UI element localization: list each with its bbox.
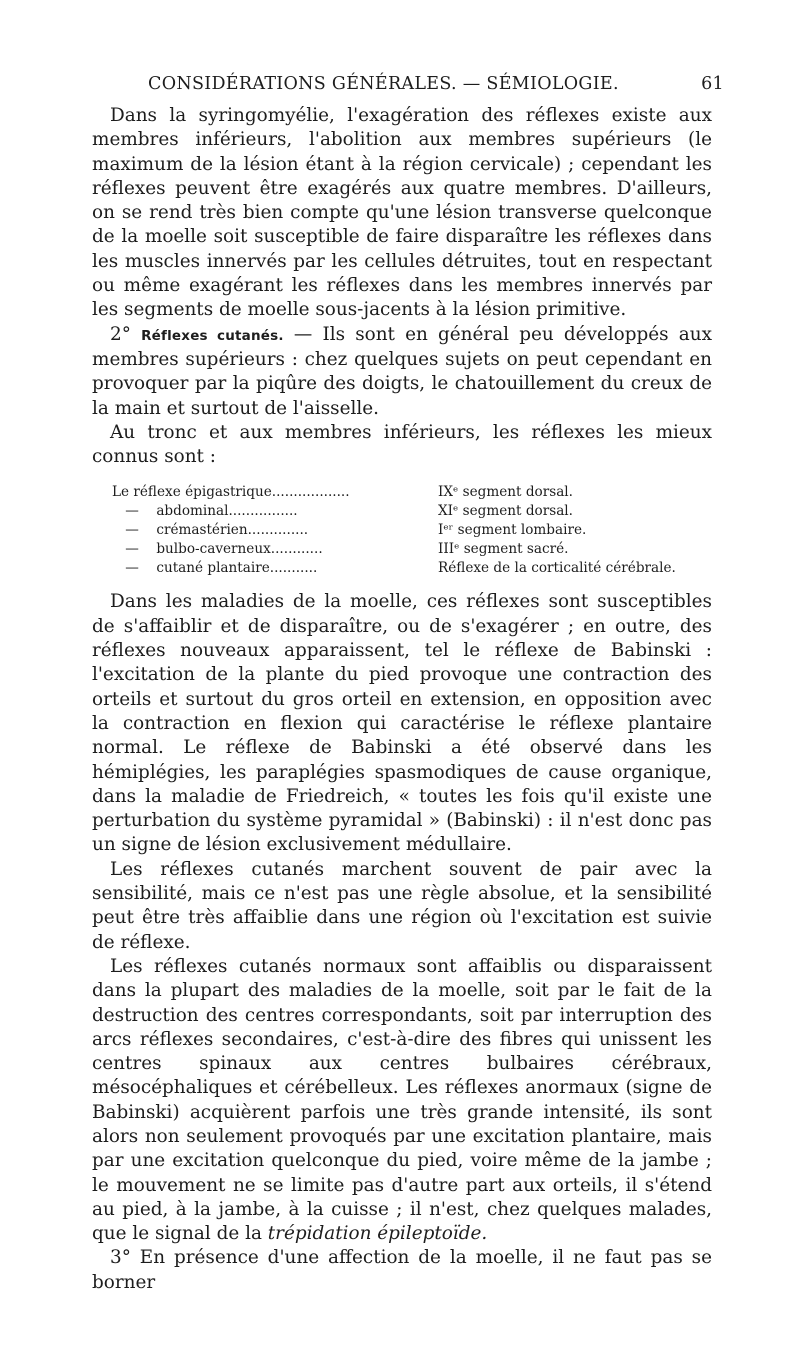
reflex-prefix: — — [125, 522, 139, 539]
paragraph-moelle-affection: 3° En présence d'une affection de la moelle, il ne faut pas se borner — [92, 1247, 712, 1293]
dot-leader: .................. — [271, 484, 350, 501]
reflex-segment: Réflexe de la corticalité cérébrale. — [438, 560, 676, 577]
reflex-row — [112, 559, 676, 578]
reflex-segment: Iᵉʳ segment lombaire. — [438, 522, 587, 539]
paragraph-trunk-reflexes: Au tronc et aux membres inférieurs, les réflexes les mieux connus sont : — [92, 421, 712, 468]
reflex-name: cutané plantaire — [156, 560, 270, 577]
reflex-segment: IIIᵉ segment sacré. — [438, 541, 569, 558]
paragraph-babinski: Dans les maladies de la moelle, ces réflexes sont susceptibles de s'affaiblir et de disparaître, ou de s'exagérer ; en outre, des réflexes nouveaux apparaissent, tel le réflexe de Babinski : l'excitation de la plante du pied provoque une contraction des orteils et surtout du gros orteil en extension, en opposition avec la contraction en flexion qui caractérise le réflexe plantaire normal. Le réflexe de Babinski a été observé dans les hémiplégies, les paraplégies spasmodiques de cause organique, dans la maladie de Friedreich, « toutes les fois qu'il existe une perturbation du système pyramidal » (Babinski) : il n'est donc pas un signe de lésion exclusivement médullaire. — [92, 591, 712, 856]
section-heading: Réflexes cutanés. — [141, 327, 284, 344]
dot-leader: ............ — [270, 541, 323, 558]
paragraph-sensibility: Les réflexes cutanés marchent souvent de pair avec la sensibilité, mais ce n'est pas une règle absolue, et la sensibilité peut être très affaiblie dans une région où l'excitation est suivie de réflexe. — [92, 858, 712, 953]
paragraph-cutaneous-reflexes — [92, 323, 712, 421]
paragraph-text: Les réflexes cutanés normaux sont affaiblis ou disparaissent dans la plupart des maladies de la moelle, soit par le fait de la destruction des centres correspondants, soit par interruption des arcs réflexes secondaires, c'est-à-dire des fibres qui unissent les centres spinaux aux centres bulbaires cérébraux, mésocéphaliques et cérébelleux. Les réflexes anormaux (signe de Babinski) acquièrent parfois une très grande intensité, ils sont alors non seulement provoqués par une excitation plantaire, mais par une excitation quelconque du pied, voire même de la jambe ; le mouvement ne se limite pas d'autre part aux orteils, il s'étend au pied, à la jambe, à la cuisse ; il n'est, chez quelques malades, que le signal de la — [92, 955, 712, 1245]
reflex-row — [112, 521, 676, 540]
reflex-row — [112, 483, 676, 502]
reflex-name: abdominal — [156, 503, 229, 520]
reflex-segment: XIᵉ segment dorsal. — [438, 503, 573, 520]
running-head — [92, 70, 724, 98]
reflex-prefix: — — [125, 541, 139, 558]
dot-leader: ........... — [269, 560, 318, 577]
book-page — [92, 70, 724, 1295]
page-number: 61 — [701, 74, 724, 94]
reflex-name-cell — [112, 559, 438, 578]
paragraph-abnormal-reflexes — [92, 955, 712, 1247]
reflex-name: bulbo-caverneux — [156, 541, 271, 558]
dot-leader: .............. — [247, 522, 309, 539]
reflex-segment: IXᵉ segment dorsal. — [438, 484, 573, 501]
reflex-table — [112, 483, 676, 578]
reflex-row — [112, 502, 676, 521]
reflex-name-cell — [112, 483, 438, 502]
italic-term: trépidation épileptoïde. — [267, 1223, 488, 1245]
section-number: 2° — [110, 323, 131, 345]
body-text — [92, 104, 712, 1295]
reflex-prefix: Le réflexe — [112, 484, 181, 501]
reflex-name: épigastrique — [185, 484, 272, 501]
reflex-prefix: — — [125, 503, 139, 520]
reflex-prefix: — — [125, 560, 139, 577]
chapter-title: CONSIDÉRATIONS GÉNÉRALES. — SÉMIOLOGIE. — [148, 74, 619, 94]
reflex-name-cell — [112, 502, 438, 521]
reflex-name-cell — [112, 540, 438, 559]
paragraph-syringomyelia: Dans la syringomyélie, l'exagération des réflexes existe aux membres inférieurs, l'abolition aux membres supérieurs (le maximum de la lésion étant à la région cervicale) ; cependant les réflexes peuvent être exagérés aux quatre membres. D'ailleurs, on se rend très bien compte qu'une lésion transverse quelconque de la moelle soit susceptible de faire disparaître les réflexes dans les muscles innervés par les cellules détruites, tout en respectant ou même exagérant les réflexes dans les membres innervés par les segments de moelle sous-jacents à la lésion primitive. — [92, 105, 712, 321]
dot-leader: ................ — [228, 503, 298, 520]
section-text: — Ils sont en général peu développés aux membres supérieurs : chez quelques sujets on peut cependant en provoquer par la piqûre des doigts, le chatouillement du creux de la main et surtout de l'aisselle. — [92, 323, 712, 419]
reflex-name: crémastérien — [156, 522, 248, 539]
reflex-name-cell — [112, 521, 438, 540]
reflex-row — [112, 540, 676, 559]
